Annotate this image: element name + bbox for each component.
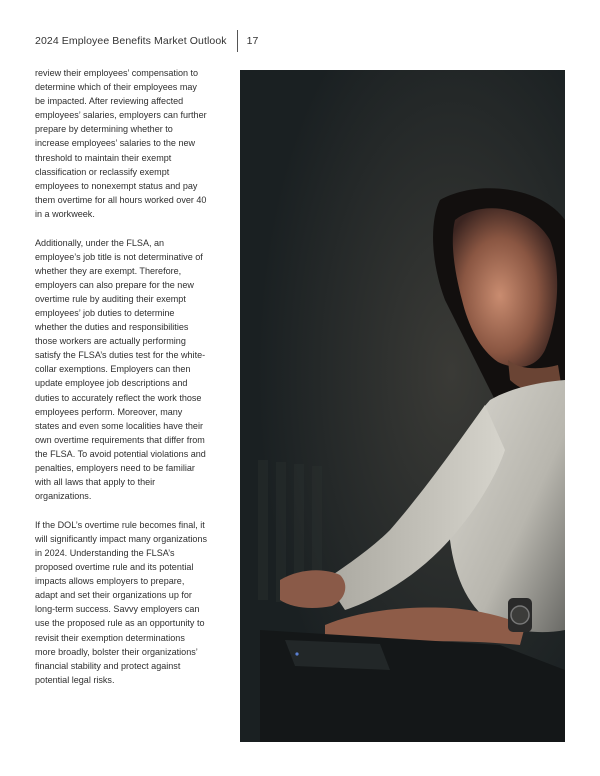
paragraph-3: If the DOL’s overtime rule becomes final, it will significantly impact many organizations in 2024. Understanding the FLSA’s proposed overtime rule and its potential impacts allows employers to prepare, adapt and set their organizations up for long-term success. Savvy employers can use the proposed rule as an opportunity to revisit their exemption determinations more broadly, bolster their organizations’ financial stability and protect against potential legal risks. (35, 519, 207, 685)
document-title: 2024 Employee Benefits Market Outlook (35, 35, 227, 47)
page-header (35, 30, 258, 52)
woman-typing-on-laptop-photo (240, 70, 565, 742)
body-column (35, 66, 207, 701)
header-divider (237, 30, 238, 52)
page-number: 17 (246, 35, 259, 47)
laptop-keys-shape (285, 640, 390, 670)
paragraph-1: review their employees’ compensation to determine which of their employees may be impacted. After reviewing affected employees’ salaries, employers can further prepare by determining whether to increase employees’ salaries to the new threshold to maintain their exempt classification or reclassify exempt employees to nonexempt status and pay them overtime for all hours worked over 40 in a workweek. (35, 68, 207, 219)
left-hand-shape (280, 570, 345, 608)
paragraph-2: Additionally, under the FLSA, an employee’s job title is not determinative of whether they are exempt. Therefore, employers can also prepare for the new overtime rule by auditing their exempt employees’ job duties to determine whether the duties and responsibilities those workers are actually performing satisfy the FLSA’s duties test for the white-collar exemptions. Employers can then update employee job descriptions and duties to accurately reflect the work those employees perform. Moreover, many states and even some localities have their own overtime requirements that differ from the FLSA. To avoid potential violations and penalties, employers need to be familiar with all laws that apply to their organizations. (35, 237, 206, 502)
watch-icon (508, 598, 532, 632)
laptop-light-icon (295, 652, 298, 655)
